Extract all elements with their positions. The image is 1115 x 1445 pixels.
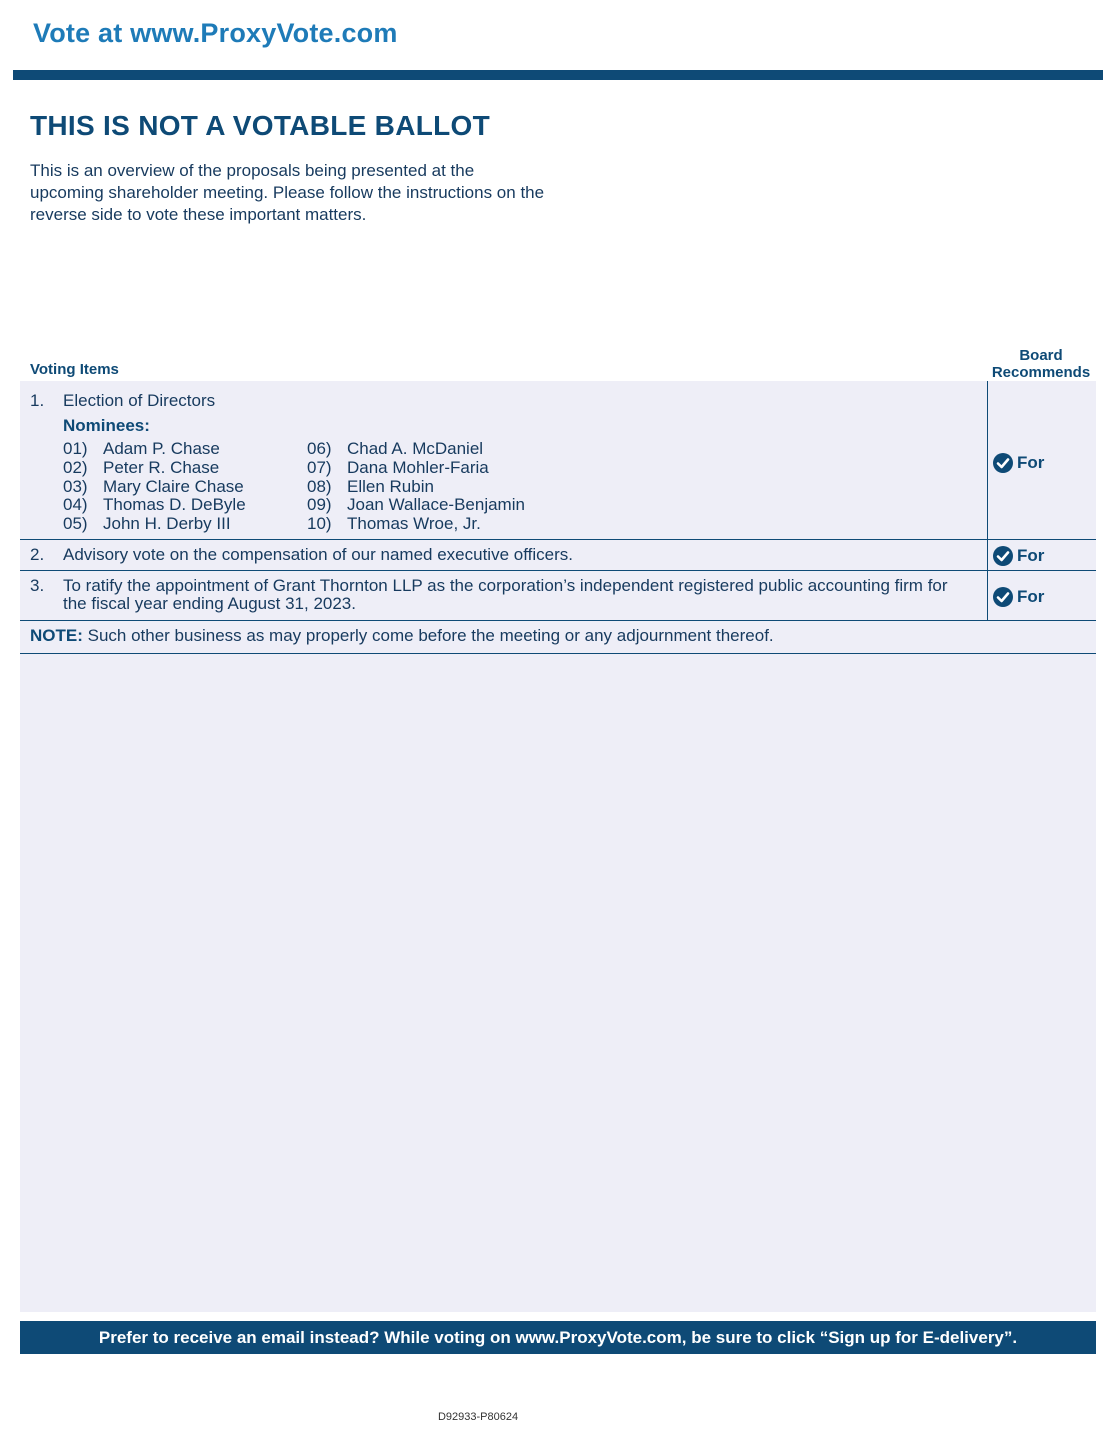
row-divider [20,620,1096,621]
nominee: 10) Thomas Wroe, Jr. [307,514,481,534]
note [30,626,774,646]
nominee: 09) Joan Wallace-Benjamin [307,495,525,515]
board-recommendation [993,453,1044,473]
recommendation-label: For [1017,453,1045,472]
note-label: NOTE: [30,626,83,645]
item-number: 2. [30,545,45,564]
item-text: Election of Directors [63,391,216,410]
board-recommendation [993,546,1044,566]
nominees-label: Nominees: [63,416,150,435]
intro-text: This is an overview of the proposals being presented at the upcoming shareholder meeting. Please follow the instructions on the reverse side to vote these important matters. [30,161,545,224]
item-text: Advisory vote on the compensation of our named executive officers. [63,545,573,564]
check-circle-icon [993,546,1013,566]
nominee: 02) Peter R. Chase [63,457,220,477]
nominees-list-right [307,440,525,534]
nominee: 04) Thomas D. DeByle [63,495,246,515]
nominee: 03) Mary Claire Chase [63,476,244,496]
check-circle-icon [993,587,1013,607]
row-divider [20,539,1096,540]
item-text: To ratify the appointment of Grant Thornton LLP as the corporation’s independent registered public accounting firm for [63,576,948,595]
nominee: 08) Ellen Rubin [307,476,434,496]
nominee: 01) Adam P. Chase [63,439,220,458]
item-text: the fiscal year ending August 31, 2023. [63,594,356,613]
header-divider [13,70,1103,80]
recommendation-label: For [1017,546,1045,565]
voting-items-header: Voting Items [30,361,119,378]
nominee: 07) Dana Mohler-Faria [307,457,489,477]
board-header-line1: Board [1019,347,1063,364]
column-divider [987,381,988,620]
board-recommends-header [986,347,1096,381]
row-divider [20,653,1096,654]
item-number: 3. [30,576,45,595]
nominee: 05) John H. Derby III [63,514,231,534]
footer-banner: Prefer to receive an email instead? While voting on www.ProxyVote.com, be sure to click “Sign up for E-delivery”. [20,1321,1096,1354]
nominees-list-left [63,440,246,534]
nominee: 06) Chad A. McDaniel [307,439,484,458]
check-circle-icon [993,453,1013,473]
item-number: 1. [30,391,45,410]
header-title[interactable]: Vote at www.ProxyVote.com [33,18,398,48]
ballot-title: THIS IS NOT A VOTABLE BALLOT [30,110,491,141]
row-divider [20,570,1096,571]
note-text: Such other business as may properly come before the meeting or any adjournment thereof. [82,626,774,645]
board-header-line2: Recommends [991,364,1091,381]
recommendation-label: For [1017,587,1045,606]
document-code: D92933-P80624 [437,1411,519,1423]
board-recommendation [993,587,1044,607]
